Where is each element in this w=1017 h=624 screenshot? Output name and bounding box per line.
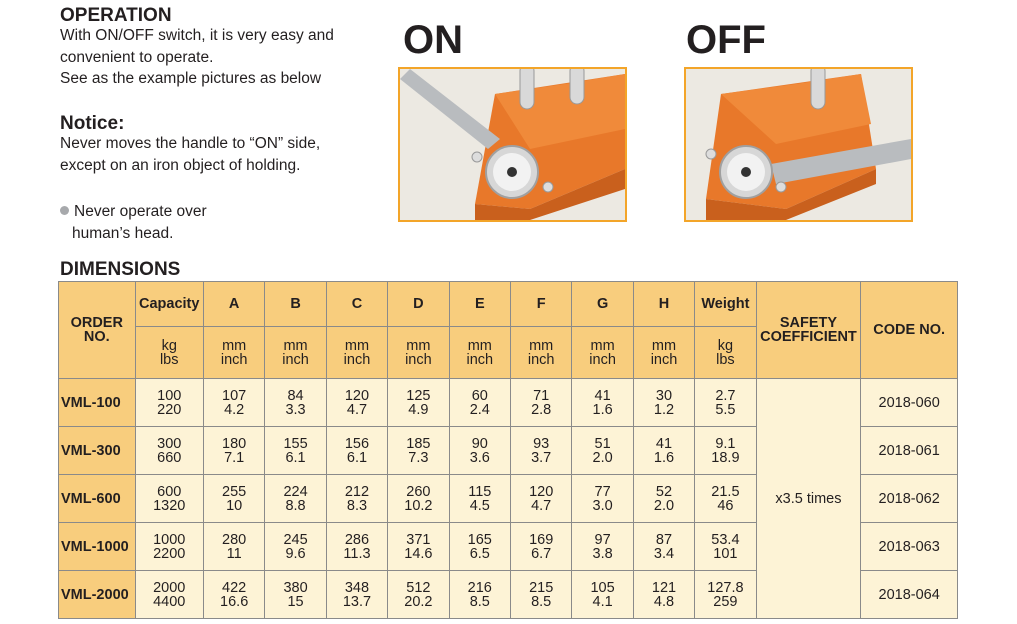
lifting-magnet-on-illustration [400, 69, 625, 220]
a-cell: 107 4.2 [203, 379, 264, 427]
h-cell: 121 4.8 [633, 571, 694, 619]
h-cell: 30 1.2 [633, 379, 694, 427]
d-cell: 125 4.9 [388, 379, 449, 427]
code-cell: 2018-060 [861, 379, 958, 427]
b-cell: 380 15 [265, 571, 326, 619]
g-cell: 97 3.8 [572, 523, 633, 571]
header-a: A [203, 282, 264, 327]
d-cell: 512 20.2 [388, 571, 449, 619]
g-cell: 105 4.1 [572, 571, 633, 619]
on-label: ON [403, 18, 463, 62]
h-cell: 52 2.0 [633, 475, 694, 523]
header-weight: Weight [695, 282, 756, 327]
d-cell: 260 10.2 [388, 475, 449, 523]
b-cell: 245 9.6 [265, 523, 326, 571]
model-cell: VML-300 [59, 427, 136, 475]
e-cell: 90 3.6 [449, 427, 510, 475]
notice-title: Notice: [60, 113, 125, 134]
dimensions-table [58, 281, 958, 619]
e-cell: 165 6.5 [449, 523, 510, 571]
capacity-cell: 2000 4400 [135, 571, 203, 619]
code-cell: 2018-062 [861, 475, 958, 523]
header-d: D [388, 282, 449, 327]
code-cell: 2018-064 [861, 571, 958, 619]
operation-line: See as the example pictures as below [60, 70, 322, 87]
a-cell: 422 16.6 [203, 571, 264, 619]
a-cell: 255 10 [203, 475, 264, 523]
code-cell: 2018-063 [861, 523, 958, 571]
d-cell: 185 7.3 [388, 427, 449, 475]
unit-g: mm inch [572, 327, 633, 379]
dimensions-title: DIMENSIONS [60, 259, 181, 280]
capacity-cell: 300 660 [135, 427, 203, 475]
f-cell: 120 4.7 [510, 475, 571, 523]
e-cell: 115 4.5 [449, 475, 510, 523]
capacity-cell: 1000 2200 [135, 523, 203, 571]
f-cell: 71 2.8 [510, 379, 571, 427]
code-cell: 2018-061 [861, 427, 958, 475]
unit-h: mm inch [633, 327, 694, 379]
weight-cell: 2.7 5.5 [695, 379, 756, 427]
unit-weight: kg lbs [695, 327, 756, 379]
operation-line: convenient to operate. [60, 48, 214, 66]
off-photo [684, 67, 913, 222]
safety-coefficient-value: x3.5 times [756, 379, 861, 619]
operation-line: With ON/OFF switch, it is very easy and [60, 27, 334, 44]
header-capacity: Capacity [135, 282, 203, 327]
unit-c: mm inch [326, 327, 387, 379]
bullet-dot-icon [60, 206, 69, 215]
bullet-line: human’s head. [72, 224, 174, 242]
unit-b: mm inch [265, 327, 326, 379]
notice-line: Never moves the handle to “ON” side, [60, 135, 321, 152]
unit-e: mm inch [449, 327, 510, 379]
operation-title: OPERATION [60, 5, 172, 26]
a-cell: 180 7.1 [203, 427, 264, 475]
unit-a: mm inch [203, 327, 264, 379]
weight-cell: 53.4 101 [695, 523, 756, 571]
h-cell: 41 1.6 [633, 427, 694, 475]
g-cell: 77 3.0 [572, 475, 633, 523]
table-row [59, 379, 958, 427]
on-photo [398, 67, 627, 222]
off-label: OFF [686, 18, 766, 62]
c-cell: 348 13.7 [326, 571, 387, 619]
header-f: F [510, 282, 571, 327]
notice-text [60, 133, 320, 176]
header-code: CODE NO. [861, 282, 958, 379]
e-cell: 60 2.4 [449, 379, 510, 427]
unit-capacity: kg lbs [135, 327, 203, 379]
unit-d: mm inch [388, 327, 449, 379]
c-cell: 212 8.3 [326, 475, 387, 523]
header-row [59, 282, 958, 327]
d-cell: 371 14.6 [388, 523, 449, 571]
header-safety: SAFETY COEFFICIENT [756, 282, 861, 379]
header-g: G [572, 282, 633, 327]
g-cell: 41 1.6 [572, 379, 633, 427]
f-cell: 169 6.7 [510, 523, 571, 571]
c-cell: 120 4.7 [326, 379, 387, 427]
model-cell: VML-2000 [59, 571, 136, 619]
weight-cell: 9.1 18.9 [695, 427, 756, 475]
c-cell: 286 11.3 [326, 523, 387, 571]
model-cell: VML-100 [59, 379, 136, 427]
weight-cell: 127.8 259 [695, 571, 756, 619]
lifting-magnet-off-illustration [686, 69, 911, 220]
model-cell: VML-1000 [59, 523, 136, 571]
weight-cell: 21.5 46 [695, 475, 756, 523]
model-cell: VML-600 [59, 475, 136, 523]
header-e: E [449, 282, 510, 327]
bullet-line: Never operate over [74, 203, 207, 220]
bullet-note [60, 201, 207, 244]
g-cell: 51 2.0 [572, 427, 633, 475]
c-cell: 156 6.1 [326, 427, 387, 475]
operation-text [60, 25, 334, 90]
b-cell: 84 3.3 [265, 379, 326, 427]
capacity-cell: 100 220 [135, 379, 203, 427]
header-h: H [633, 282, 694, 327]
header-c: C [326, 282, 387, 327]
unit-f: mm inch [510, 327, 571, 379]
a-cell: 280 11 [203, 523, 264, 571]
b-cell: 224 8.8 [265, 475, 326, 523]
header-order: ORDER NO. [59, 282, 136, 379]
header-b: B [265, 282, 326, 327]
b-cell: 155 6.1 [265, 427, 326, 475]
f-cell: 93 3.7 [510, 427, 571, 475]
notice-line: except on an iron object of holding. [60, 156, 301, 174]
capacity-cell: 600 1320 [135, 475, 203, 523]
e-cell: 216 8.5 [449, 571, 510, 619]
f-cell: 215 8.5 [510, 571, 571, 619]
h-cell: 87 3.4 [633, 523, 694, 571]
